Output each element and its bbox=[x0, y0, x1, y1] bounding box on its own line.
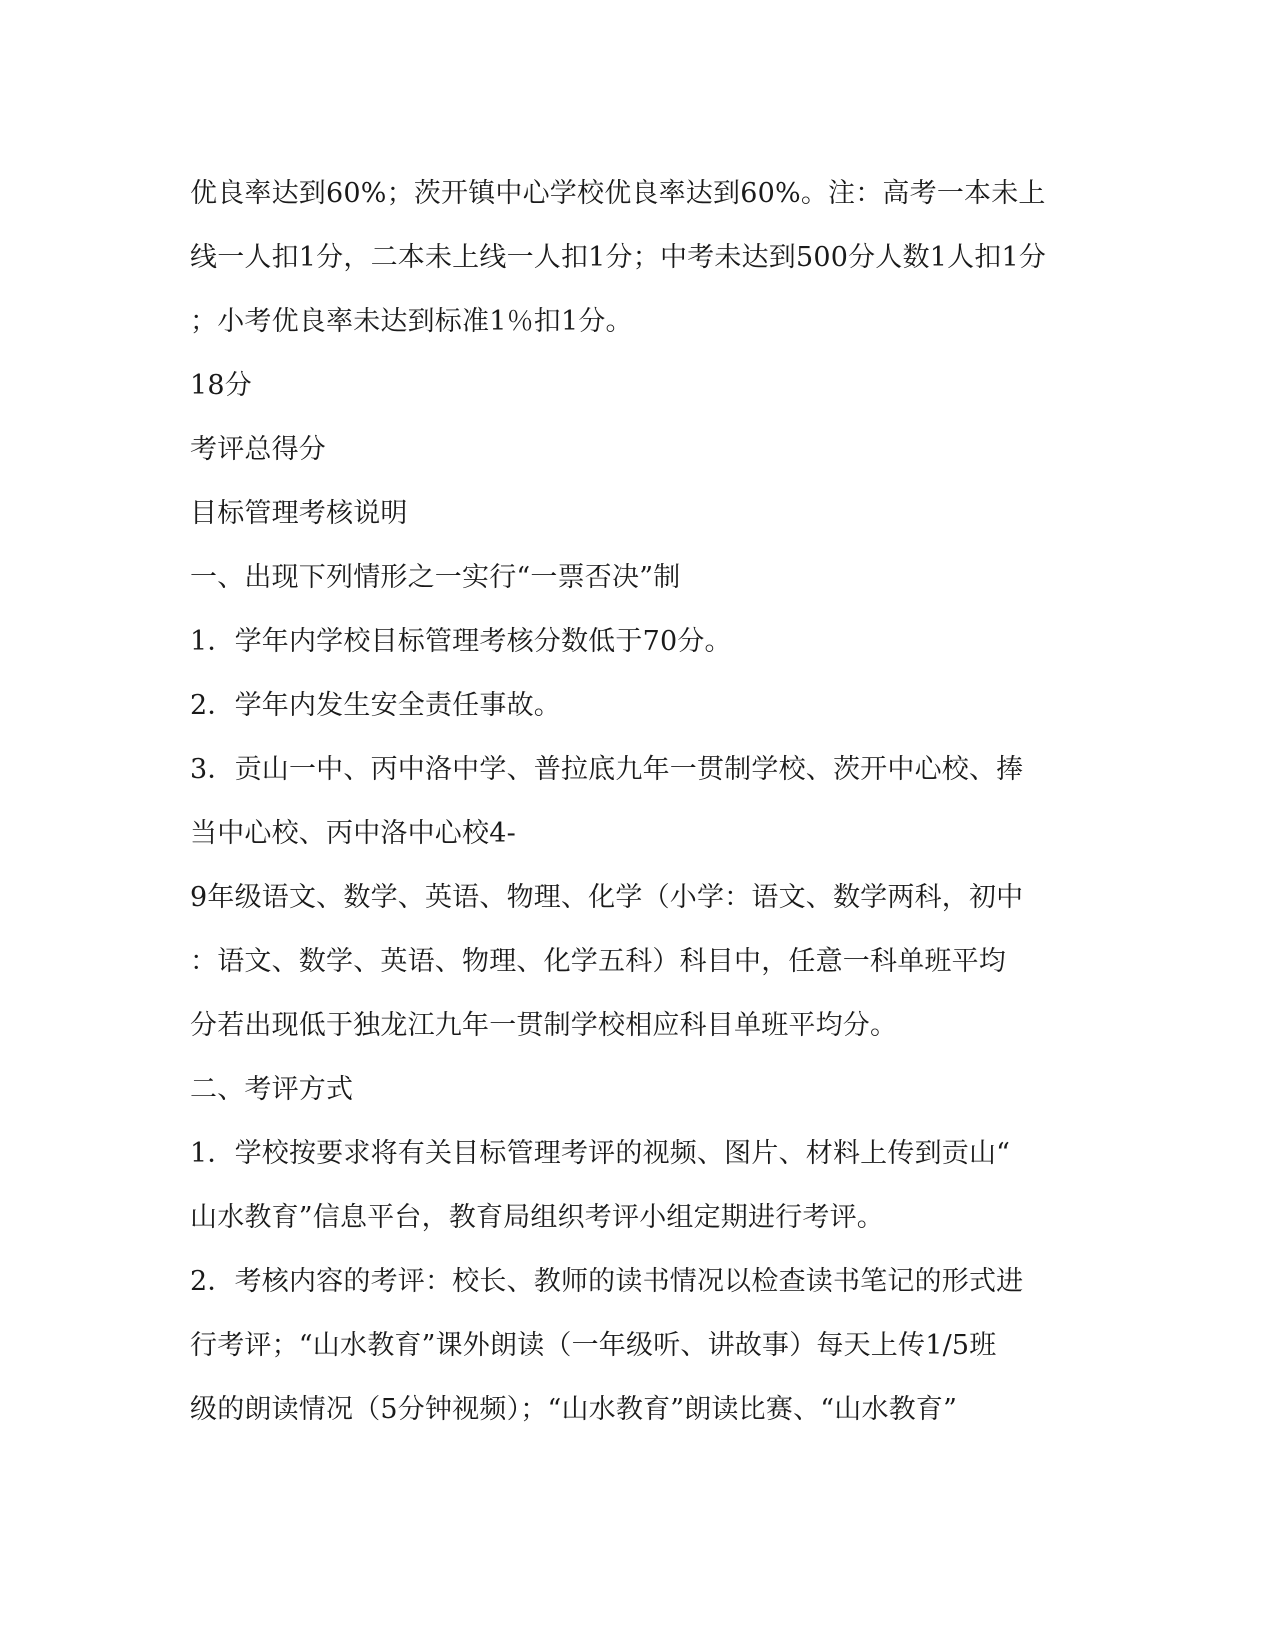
document-body bbox=[190, 162, 1090, 1442]
text-line: 分若出现低于独龙江九年一贯制学校相应科目单班平均分。 bbox=[190, 1010, 898, 1041]
list-item: 1．学校按要求将有关目标管理考评的视频、图片、材料上传到贡山“ bbox=[190, 1138, 1011, 1169]
section-heading: 二、考评方式 bbox=[190, 1074, 354, 1105]
list-item: 2．考核内容的考评：校长、教师的读书情况以检查读书笔记的形式进 bbox=[190, 1266, 1024, 1297]
text-line: 级的朗读情况（5分钟视频）；“山水教育”朗读比赛、“山水教育” bbox=[190, 1394, 958, 1425]
text-line: ；小考优良率未达到标准1％扣1分。 bbox=[190, 306, 633, 337]
text-line: 山水教育”信息平台，教育局组织考评小组定期进行考评。 bbox=[190, 1202, 885, 1233]
text-line: 9年级语文、数学、英语、物理、化学（小学：语文、数学两科，初中 bbox=[190, 882, 1024, 913]
score-text: 18分 bbox=[190, 370, 252, 401]
text-line: 行考评；“山水教育”课外朗读（一年级听、讲故事）每天上传1/5班 bbox=[190, 1330, 997, 1361]
total-score-label: 考评总得分 bbox=[190, 434, 326, 465]
list-item: 1．学年内学校目标管理考核分数低于70分。 bbox=[190, 626, 732, 657]
text-line: 优良率达到60%；茨开镇中心学校优良率达到60%。注：高考一本未上 bbox=[190, 178, 1046, 209]
text-line: ：语文、数学、英语、物理、化学五科）科目中，任意一科单班平均 bbox=[190, 946, 1006, 977]
section-heading: 一、出现下列情形之一实行“一票否决”制 bbox=[190, 562, 681, 593]
text-line: 当中心校、丙中洛中心校4- bbox=[190, 818, 516, 849]
list-item: 3．贡山一中、丙中洛中学、普拉底九年一贯制学校、茨开中心校、捧 bbox=[190, 754, 1024, 785]
section-title: 目标管理考核说明 bbox=[190, 498, 408, 529]
list-item: 2．学年内发生安全责任事故。 bbox=[190, 690, 561, 721]
text-line: 线一人扣1分，二本未上线一人扣1分；中考未达到500分人数1人扣1分 bbox=[190, 242, 1047, 273]
